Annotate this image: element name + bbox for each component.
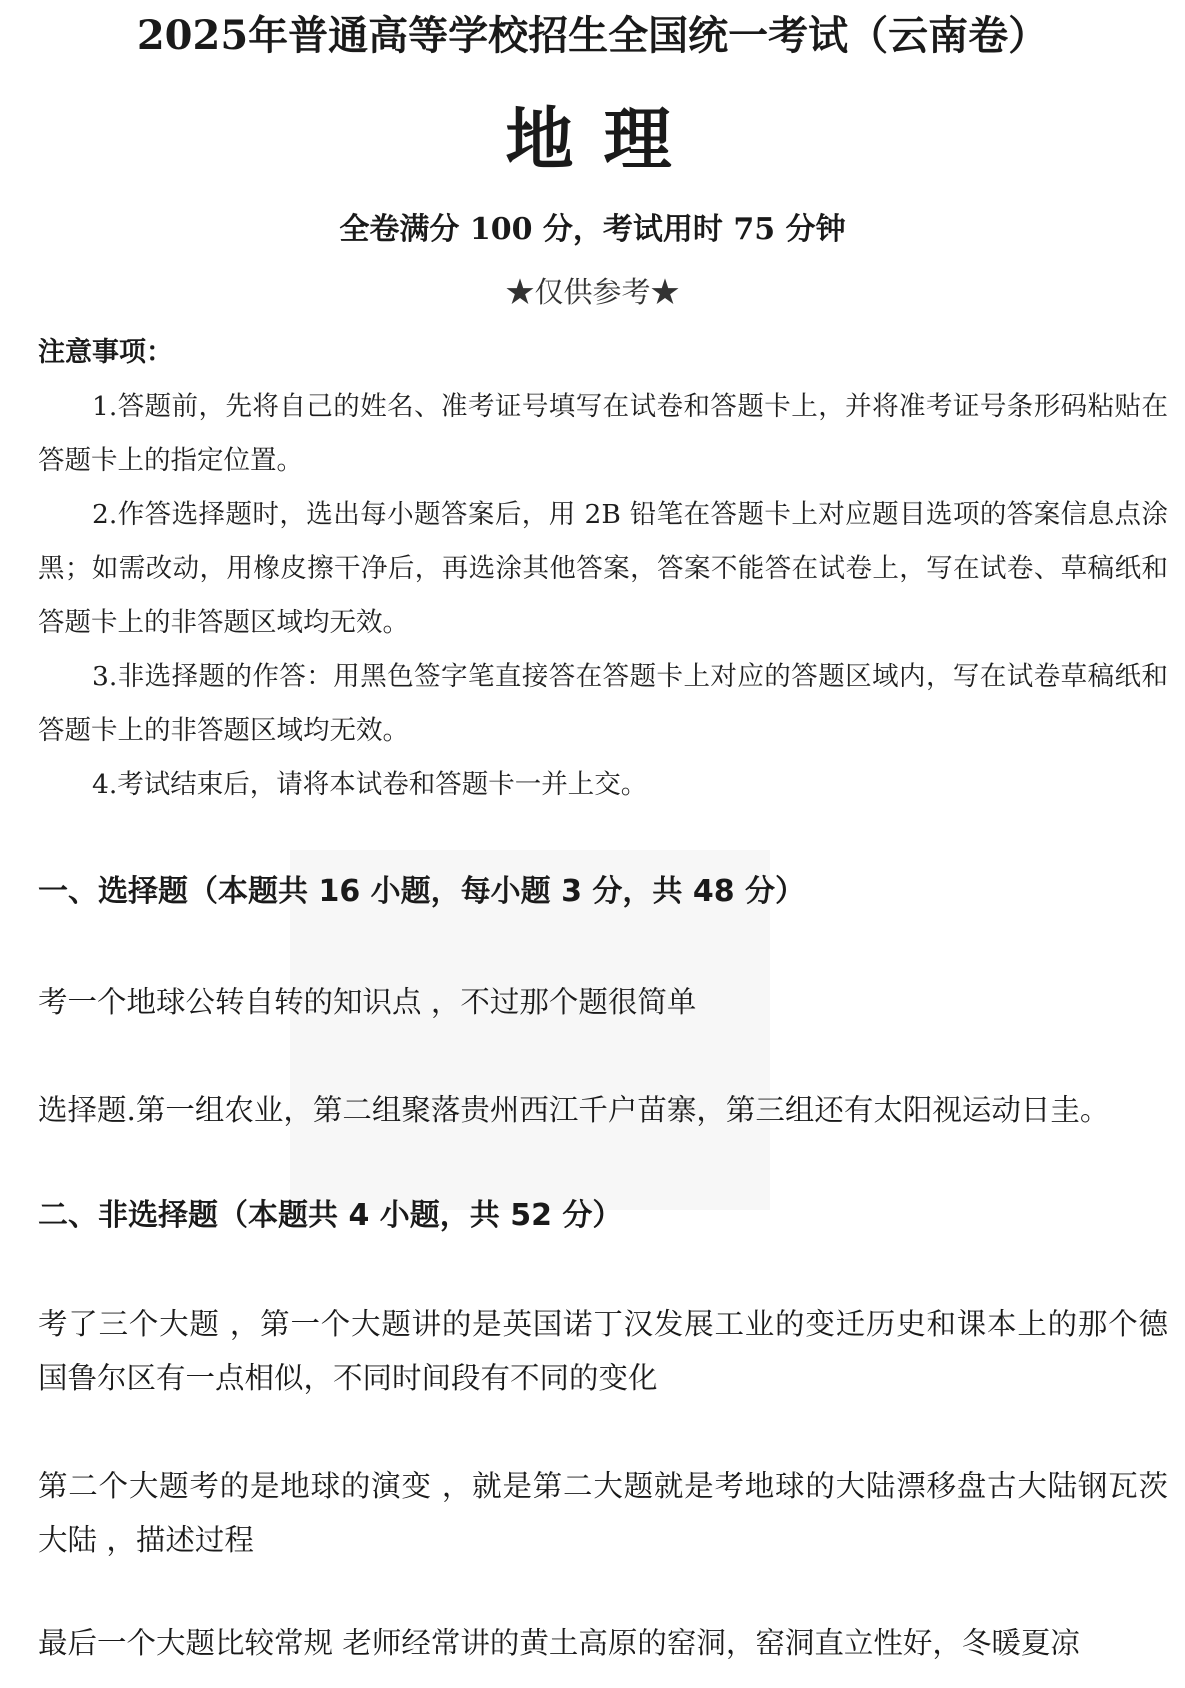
section-heading-nonchoice: 二、非选择题（本题共 4 小题，共 52 分） [38,1198,623,1233]
reference-note: ★仅供参考★ [505,275,680,309]
notice-item-1: 1.答题前，先将自己的姓名、准考证号填写在试卷和答题卡上，并将准考证号条形码粘贴在答题卡上的指定位置。 [38,391,1168,476]
choice-paragraph-1: 考一个地球公转自转的知识点 ，不过那个题很简单 [38,985,697,1019]
exam-meta: 全卷满分 100 分，考试用时 75 分钟 [339,212,846,247]
nonchoice-paragraph-3: 最后一个大题比较常规 老师经常讲的黄土高原的窑洞，窑洞直立性好，冬暖夏凉 [38,1626,1080,1660]
exam-title: 2025年普通高等学校招生全国统一考试（云南卷） [136,12,1049,59]
notice-item-2: 2.作答选择题时，选出每小题答案后，用 2B 铅笔在答题卡上对应题目选项的答案信息点涂黑；如需改动，用橡皮擦干净后，再选涂其他答案，答案不能答在试卷上，写在试卷、草稿纸和答题卡上的非答题区域均无效。 [38,499,1168,638]
choice-paragraph-2: 选择题.第一组农业，第二组聚落贵州西江千户苗寨，第三组还有太阳视运动日圭。 [38,1093,1110,1127]
notice-item-3: 3.非选择题的作答：用黑色签字笔直接答在答题卡上对应的答题区域内，写在试卷草稿纸和答题卡上的非答题区域均无效。 [38,661,1168,746]
notice-item-4: 4.考试结束后，请将本试卷和答题卡一并上交。 [92,769,648,800]
nonchoice-paragraph-1: 考了三个大题 ，第一个大题讲的是英国诺丁汉发展工业的变迁历史和课本上的那个德国鲁尔区有一点相似，不同时间段有不同的变化 [38,1307,1168,1395]
section-heading-choice: 一、选择题（本题共 16 小题，每小题 3 分，共 48 分） [38,874,806,909]
subject-title: 地理 [505,100,702,180]
nonchoice-paragraph-2: 第二个大题考的是地球的演变 ，就是第二大题就是考地球的大陆漂移盘古大陆钢瓦茨大陆 ，描述过程 [38,1469,1168,1557]
notice-heading: 注意事项： [38,337,173,368]
